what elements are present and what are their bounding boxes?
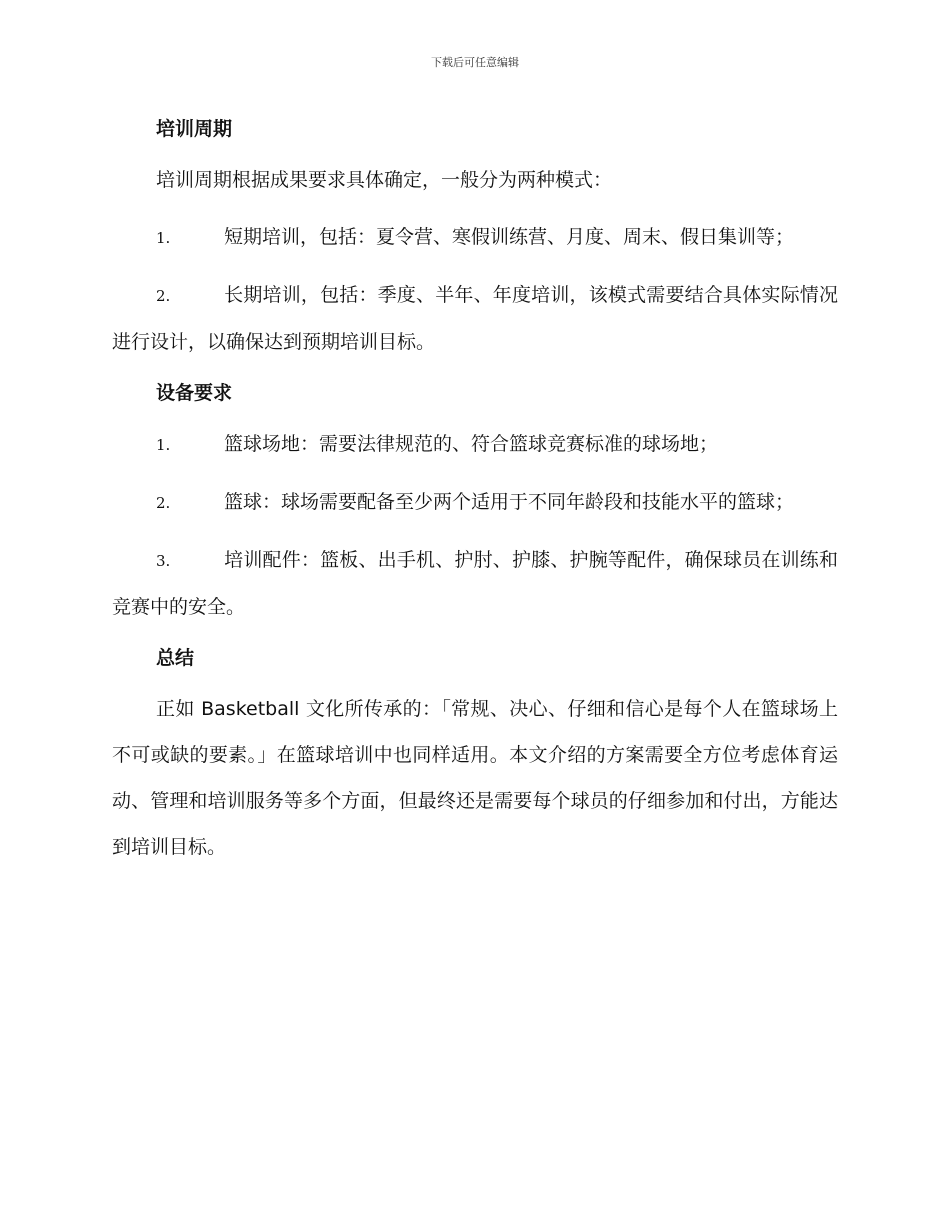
section-heading-training-cycle: 培训周期 — [156, 118, 233, 140]
list-item-text: 培训配件：篮板、出手机、护肘、护膝、护腕等配件，确保球员在训练和竞赛中的安全。 — [112, 549, 838, 618]
list-item — [112, 479, 838, 526]
list-item-text: 篮球场地：需要法律规范的、符合篮球竞赛标准的球场地； — [224, 433, 719, 455]
list-item-text: 长期培训，包括：季度、半年、年度培训，该模式需要结合具体实际情况进行设计，以确保达到预期培训目标。 — [112, 284, 838, 353]
list-item-number: 1. — [156, 229, 171, 247]
list-item-text: 篮球：球场需要配备至少两个适用于不同年龄段和技能水平的篮球； — [224, 491, 795, 513]
list-item-number: 2. — [156, 494, 171, 512]
list-item — [112, 421, 838, 468]
list-item — [112, 214, 838, 261]
list-item-number: 3. — [156, 552, 171, 570]
list-item-number: 1. — [156, 436, 171, 454]
list-item-number: 2. — [156, 287, 171, 305]
training-cycle-intro: 培训周期根据成果要求具体确定，一般分为两种模式： — [156, 169, 613, 191]
document-body — [112, 112, 838, 881]
list-item — [112, 537, 838, 630]
page-header: 下载后可任意编辑 — [431, 56, 519, 69]
section-heading-equipment: 设备要求 — [156, 382, 233, 404]
list-item — [112, 272, 838, 365]
summary-paragraph: 正如 Basketball 文化所传承的：「常规、决心、仔细和信心是每个人在篮球场上不可或缺的要素。」在篮球培训中也同样适用。本文介绍的方案需要全方位考虑体育运动、管理和培训服务等多个方面，但最终还是需要每个球员的仔细参加和付出，方能达到培训目标。 — [112, 698, 838, 858]
list-item-text: 短期培训，包括：夏令营、寒假训练营、月度、周末、假日集训等； — [224, 226, 795, 248]
section-heading-summary: 总结 — [156, 647, 195, 669]
